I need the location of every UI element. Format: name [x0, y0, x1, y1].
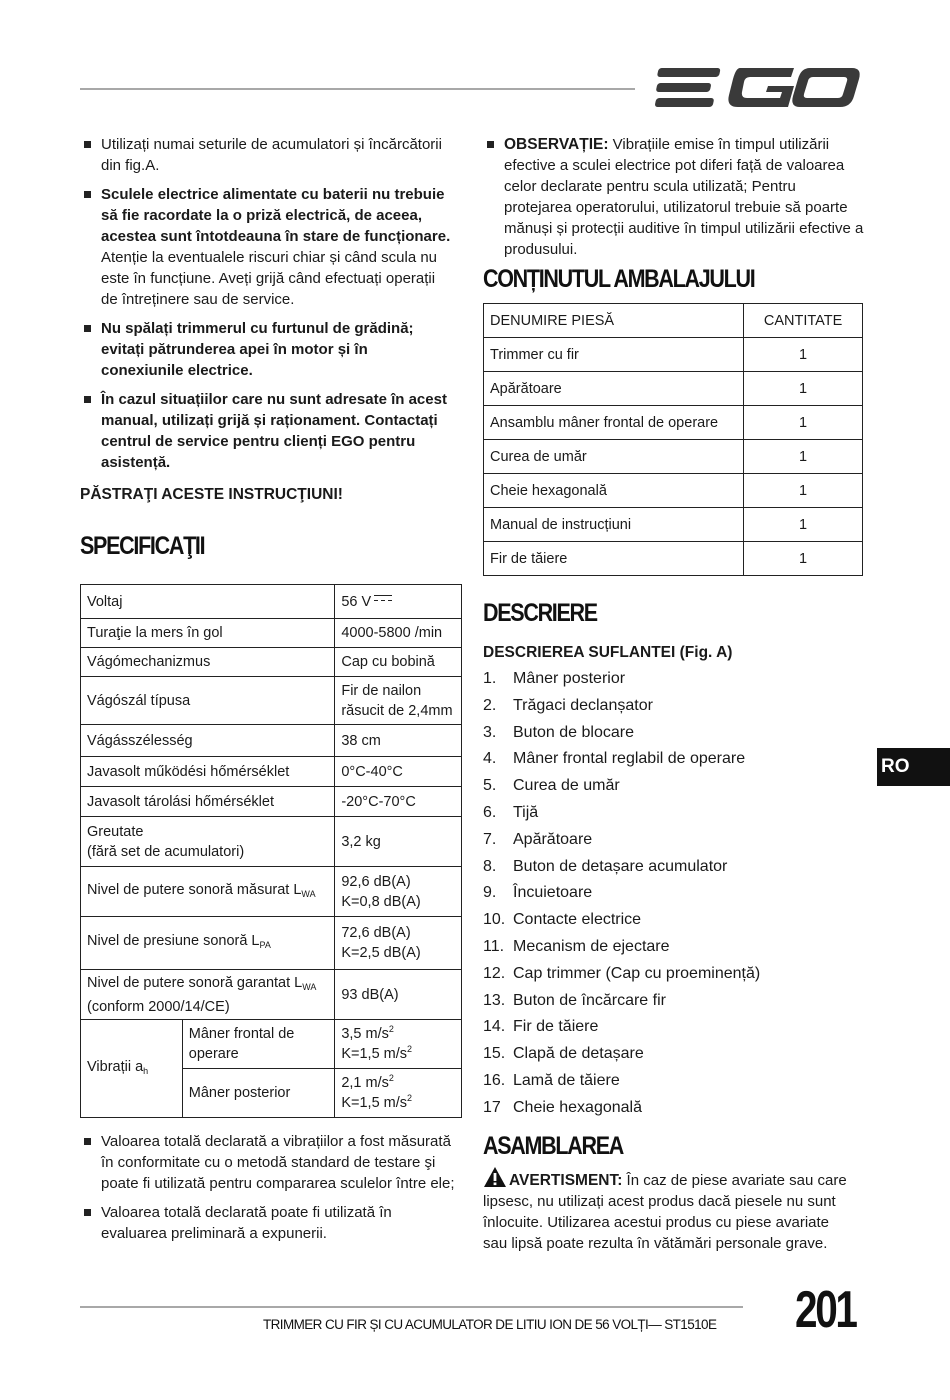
left-bullets — [81, 134, 451, 481]
table-row: Fir de tăiere 1 — [484, 542, 863, 576]
note-item: Valoarea totală declarată poate fi utilizată în evaluarea preliminară a expunerii. — [81, 1202, 461, 1244]
list-item: 12. Cap trimmer (Cap cu proeminență) — [483, 964, 761, 982]
package-title: CONȚINUTUL AMBALAJULUI — [483, 265, 755, 293]
spec-table: Voltaj 56 V Turaţie la mers în gol 4000-5800 /min Vágómechanizmus Cap cu bobină Vágószál típusa Fir de nailon răsucit de 2,4mm Vágásszélesség 38 cm Javasolt működési hőmérséklet 0°C-40°C Javasolt tárolási hőmérséklet -20°C-70°C Greutate (fără set de acumulatori) 3,2 kg Nivel de putere sonoră măsurat $L_{WA}$ 92,6 dB(A) K=0,8 dB(A) Nivel de presiune sonoră $L_{PA}$ 72,6 dB(A) K=2,5 dB(A) Nivel de putere sonoră garantat $L_{WA}$ (conform 2000/14/CE) 93 dB(A) Vibrații $a_h$ Mâner frontal de operare 3,5 $m/s^2$ K=1,5 $m/s^2$ Mâner posterior 2,1 $m/s^2$ K=1,5 $m/s^2$ — [80, 584, 462, 1118]
page-number: 201 — [795, 1281, 856, 1339]
language-tab: RO — [877, 748, 950, 786]
table-row: Manual de instrucțiuni 1 — [484, 508, 863, 542]
list-item: 9. Încuietoare — [483, 884, 593, 902]
list-item: 17 Cheie hexagonală — [483, 1098, 642, 1116]
description-title: DESCRIERE — [483, 599, 597, 627]
list-item: 16. Lamă de tăiere — [483, 1071, 620, 1089]
description-list — [483, 666, 863, 1122]
table-row: Ansamblu mâner frontal de operare 1 — [484, 406, 863, 440]
list-item: 8. Buton de detașare acumulator — [483, 857, 728, 875]
header-rule — [80, 88, 635, 90]
list-item: 14. Fir de tăiere — [483, 1018, 599, 1036]
col-header-qty: CANTITATE — [744, 304, 863, 338]
col-header-part: DENUMIRE PIESĂ — [484, 304, 744, 338]
note-item: Valoarea totală declarată a vibrațiilor a fost măsurată în conformitate cu o metodă standard de testare şi poate fi utilizată pentru compararea sculelor între ele; — [81, 1131, 461, 1194]
list-item: 10. Contacte electrice — [483, 911, 642, 929]
footer-rule — [80, 1306, 743, 1308]
footer-title: TRIMMER CU FIR ȘI CU ACUMULATOR DE LITIU ION DE 56 VOLȚI— ST1510E — [263, 1317, 717, 1332]
bullet-item: Utilizați numai seturile de acumulatori și încărcătorii din fig.A. — [81, 134, 451, 176]
ego-logo — [652, 62, 862, 114]
bullet-item: Nu spălați trimmerul cu furtunul de grădină; evitați pătrunderea apei în motor și în conexiunile electrice. — [81, 318, 451, 381]
assembly-title: ASAMBLAREA — [483, 1132, 623, 1160]
list-item: 7. Apărătoare — [483, 830, 593, 848]
table-row: Curea de umăr 1 — [484, 440, 863, 474]
vibration-notes — [81, 1131, 461, 1252]
list-item: 6. Tijă — [483, 803, 539, 821]
table-row: Cheie hexagonală 1 — [484, 474, 863, 508]
list-item: 11. Mecanism de ejectare — [483, 937, 670, 955]
list-item: 13. Buton de încărcare fir — [483, 991, 666, 1009]
assembly-warning: AVERTISMENT: În caz de piese avariate sau care lipsesc, nu utilizați acest produs dacă piesele nu sunt înlocuite. Utilizarea acestui produs cu piese avariate sau lipsă poate rezulta în vătămări personale grave. — [483, 1166, 853, 1254]
bullet-item: Sculele electrice alimentate cu baterii nu trebuie să fie racordate la o priză electrică, de aceea, acestea sunt întotdeauna în stare de funcționare. Atenție la eventualele riscuri chiar și când scula nu este în funcțiune. Aveți grijă când efectuați operații de întreținere sau de service. — [81, 184, 451, 310]
table-row: Apărătoare 1 — [484, 372, 863, 406]
warning-triangle-icon — [483, 1166, 507, 1188]
table-row: Trimmer cu fir 1 — [484, 338, 863, 372]
bullet-item: În cazul situațiilor care nu sunt adresate în acest manual, utilizați grijă și raționament. Contactați centrul de service pentru clienți EGO pentru asistență. — [81, 389, 451, 473]
list-item: 5. Curea de umăr — [483, 777, 620, 795]
package-table — [483, 303, 863, 576]
description-subtitle: DESCRIEREA SUFLANTEI (Fig. A) — [483, 644, 733, 661]
observation: OBSERVAȚIE: Vibrațiile emise în timpul utilizării efective a sculei electrice pot diferi față de valoarea celor declarate pentru scula utilizată; Pentru protejarea operatorului, utilizatorul trebuie să poarte mănuși și protecții auditive în timpul utilizării efective a produsului. — [484, 134, 864, 260]
dc-symbol-icon — [374, 595, 392, 603]
list-item: 4. Mâner frontal reglabil de operare — [483, 750, 746, 768]
list-item: 1. Mâner posterior — [483, 670, 626, 687]
spec-title: SPECIFICAŢII — [80, 532, 205, 560]
list-item: 2. Trăgaci declanșator — [483, 696, 653, 714]
keep-instructions: PĂSTRAŢI ACESTE INSTRUCŢIUNI! — [80, 486, 343, 503]
list-item: 3. Buton de blocare — [483, 723, 634, 741]
list-item: 15. Clapă de detașare — [483, 1045, 644, 1063]
